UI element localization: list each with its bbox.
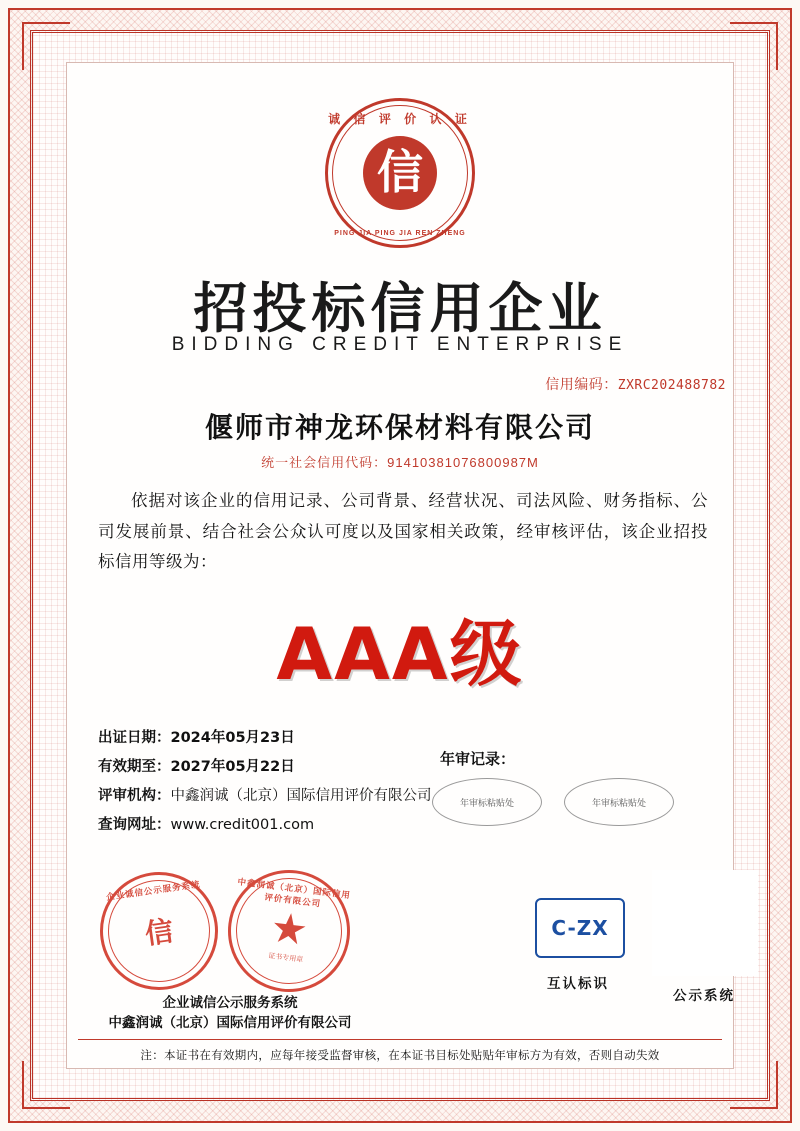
- seal-left-center-char: 信: [143, 916, 176, 951]
- uscc-value: 91410381076800987M: [387, 455, 539, 470]
- certificate-body-text: 依据对该企业的信用记录、公司背景、经营状况、司法风险、财务指标、公司发展前景、结合社会公众认可度以及国家相关政策，经审核评估，该企业招投标信用等级为：: [98, 491, 708, 572]
- page-subtitle: BIDDING CREDIT ENTERPRISE: [171, 334, 629, 355]
- qr-caption: 公示系统: [673, 988, 735, 1004]
- qr-code-icon[interactable]: [652, 870, 758, 976]
- corner-ornament-top-left: [22, 22, 70, 70]
- corner-ornament-top-right: [730, 22, 778, 70]
- page-title: 招投标信用企业: [193, 277, 607, 340]
- uscc-line: [70, 452, 730, 471]
- company-name: 偃师市神龙环保材料有限公司: [204, 411, 595, 444]
- credit-code: [545, 374, 726, 394]
- website-value[interactable]: www.credit001.com: [170, 817, 315, 833]
- seal-left-arc-text: 企业诚信公示服务系统: [105, 879, 202, 903]
- qr-block: [652, 870, 756, 1004]
- emblem-arc-top-text: 诚 信 评 价 认 证: [328, 112, 472, 126]
- emblem-arc-bottom-text: PING JIA PING JIA REN ZHENG: [334, 230, 466, 237]
- agency-label: 评审机构：: [98, 788, 171, 804]
- valid-until-label: 有效期至：: [98, 759, 171, 775]
- credit-seal-icon: [325, 98, 475, 248]
- credit-grade: AAA级: [276, 612, 524, 696]
- mutual-recognition-logo-icon: C-ZX: [535, 898, 625, 958]
- website-label: 查询网址：: [98, 817, 171, 833]
- seals-row: [80, 866, 735, 1031]
- corner-ornament-bottom-left: [22, 1061, 70, 1109]
- credit-code-value: ZXRC202488782: [617, 378, 726, 393]
- annual-review-slots: [432, 778, 674, 826]
- website-row: [98, 811, 432, 840]
- valid-until-value: 2027年05月22日: [170, 759, 295, 775]
- seals-caption-line1: 企业诚信公示服务系统: [162, 995, 298, 1011]
- agency-seal-icon: [221, 863, 357, 999]
- mutual-recognition-caption: 互认标识: [547, 976, 609, 992]
- issue-date-row: [98, 724, 432, 753]
- uscc-label: 统一社会信用代码：: [261, 455, 388, 470]
- star-icon: ★: [269, 910, 309, 951]
- certificate-info-block: [98, 724, 432, 840]
- issue-date-value: 2024年05月23日: [170, 730, 295, 746]
- footer-note: 注：本证书在有效期内，应每年接受监督审核，在本证书目标处贴贴年审标方为有效，否则自动失效: [78, 1039, 722, 1063]
- seals-caption: [80, 994, 380, 1033]
- corner-ornament-bottom-right: [730, 1061, 778, 1109]
- public-service-seal-icon: [92, 864, 225, 997]
- issue-date-label: 出证日期：: [98, 730, 171, 746]
- annual-review-slot-2: 年审标粘贴处: [564, 778, 674, 826]
- emblem-center-char: 信: [363, 136, 437, 210]
- seal-right-arc-text: 中鑫润诚（北京）国际信用评价有限公司: [236, 877, 352, 910]
- seal-right-sub-text: 证书专用章: [267, 951, 304, 964]
- emblem: [325, 98, 475, 248]
- mutual-recognition-block: [535, 898, 621, 992]
- agency-row: [98, 782, 432, 811]
- annual-review-title: 年审记录：: [440, 750, 516, 768]
- agency-value: 中鑫润诚（北京）国际信用评价有限公司: [170, 788, 432, 804]
- valid-until-row: [98, 753, 432, 782]
- annual-review-slot-1: 年审标粘贴处: [432, 778, 542, 826]
- credit-code-label: 信用编码：: [545, 376, 618, 392]
- certificate-content: [70, 66, 735, 1065]
- seals-caption-line2: 中鑫润诚（北京）国际信用评价有限公司: [108, 1014, 352, 1031]
